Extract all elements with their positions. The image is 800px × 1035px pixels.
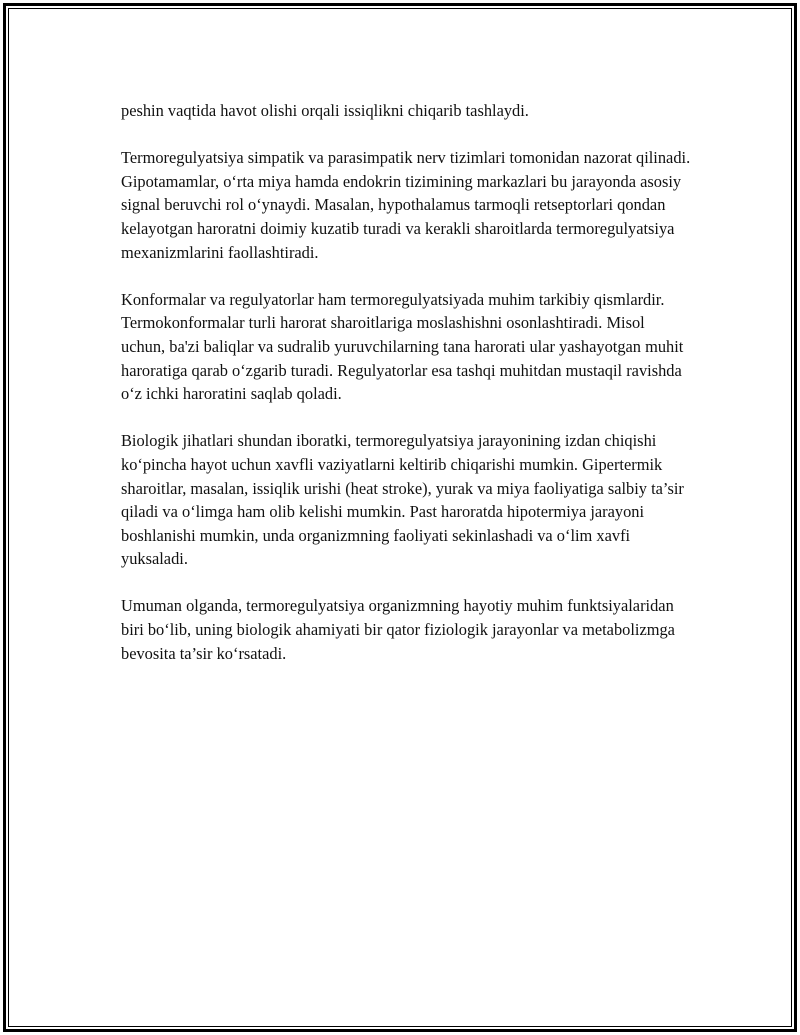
page-border (3, 3, 797, 1032)
paragraph-2: Termoregulyatsiya simpatik va parasimpatik nerv tizimlari tomonidan nazorat qilinadi. Gipotamamlar, o‘rta miya hamda endokrin tizimining markazlari bu jarayonda asosiy signal beruvchi rol o‘ynaydi. Masalan, hypothalamus tarmoqli retseptorlari qondan kelayotgan haroratni doimiy kuzatib turadi va kerakli sharoitlarda termoregulyatsiya mexanizmlarini faollashtiradi. (121, 148, 691, 262)
paragraph-1: peshin vaqtida havot olishi orqali issiqlikni chiqarib tashlaydi. (121, 101, 529, 120)
document-body (121, 99, 691, 689)
paragraph-4: Biologik jihatlari shundan iboratki, termoregulyatsiya jarayonining izdan chiqishi ko‘pincha hayot uchun xavfli vaziyatlarni keltirib chiqarishi mumkin. Gipertermik sharoitlar, masalan, issiqlik urishi (heat stroke), yurak va miya faoliyatiga salbiy ta’sir qiladi va o‘limga ham olib kelishi mumkin. Past haroratda hipotermiya jarayoni boshlanishi mumkin, unda organizmning faoliyati sekinlashadi va o‘lim xavfi yuksaladi. (121, 431, 684, 569)
paragraph-3: Konformalar va regulyatorlar ham termoregulyatsiyada muhim tarkibiy qismlardir. Termokonformalar turli harorat sharoitlariga moslashishni osonlashtiradi. Misol uchun, ba'zi baliqlar va sudralib yuruvchilarning tana harorati ular yashayotgan muhit haroratiga qarab o‘zgarib turadi. Regulyatorlar esa tashqi muhitdan mustaqil ravishda o‘z ichki haroratini saqlab qoladi. (121, 289, 684, 404)
paragraph-5: Umuman olganda, termoregulyatsiya organizmning hayotiy muhim funktsiyalaridan biri bo‘lib, uning biologik ahamiyati bir qator fiziologik jarayonlar va metabolizmga bevosita ta’sir ko‘rsatadi. (121, 596, 675, 663)
